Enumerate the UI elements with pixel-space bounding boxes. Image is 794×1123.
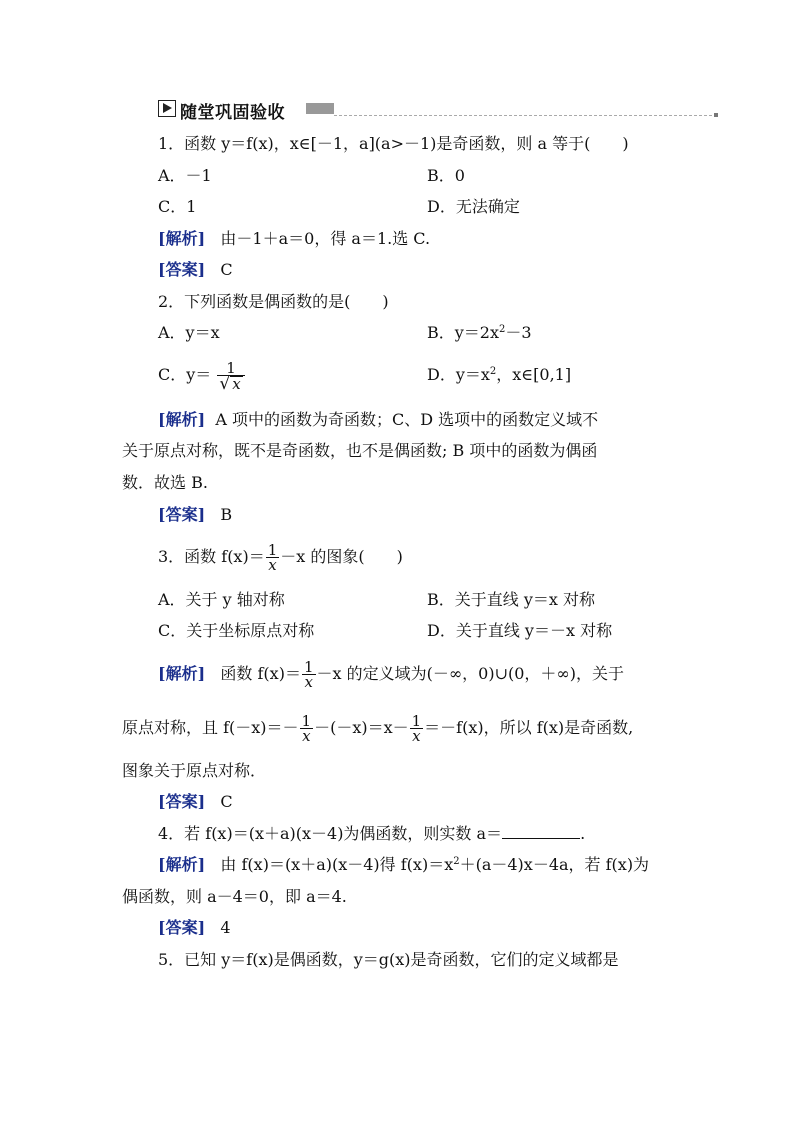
q2-analysis-line2: 关于原点对称，既不是奇函数，也不是偶函数; B 项中的函数为偶函: [122, 441, 598, 460]
q2-analysis-text1: A 项中的函数为奇函数；C、D 选项中的函数定义域不: [215, 410, 599, 429]
q3-analysis2-c: ＝－f(x)，所以 f(x)是奇函数,: [424, 718, 634, 737]
q3-analysis2-fraction1: [300, 714, 314, 743]
q2-option-d: [427, 364, 571, 386]
analysis-tag: [解析]: [158, 855, 206, 874]
fraction-denominator: x: [302, 727, 311, 745]
q2-option-c-fraction: [217, 358, 244, 394]
analysis-tag: [解析]: [158, 229, 206, 248]
q3-answer: [158, 791, 233, 813]
q3-answer-value: C: [220, 792, 233, 811]
q3-analysis-post: －x 的定义域为(－∞，0)∪(0，＋∞)，关于: [316, 664, 625, 683]
q2-option-d-exponent: 2: [489, 366, 497, 377]
fraction-numerator: 1: [267, 541, 278, 559]
q3-stem-fraction: [266, 543, 280, 572]
answer-tag: [答案]: [158, 505, 206, 524]
q3-analysis2-b: －(－x)＝x－: [314, 718, 409, 737]
q3-analysis-pre: 函数 f(x)＝: [220, 664, 301, 683]
play-icon: [158, 100, 176, 117]
q1-option-a: A．－1: [158, 166, 212, 185]
answer-tag: [答案]: [158, 918, 206, 937]
fraction-numerator: 1: [301, 712, 312, 730]
header-bar: [306, 103, 334, 114]
q3-analysis2-a: 原点对称，且 f(－x)＝－: [122, 718, 299, 737]
q4-stem: [158, 823, 585, 845]
fraction-numerator: 1: [303, 658, 314, 676]
q4-analysis-post: ＋(a－4)x－4a，若 f(x)为: [459, 855, 650, 874]
q3-option-a: A．关于 y 轴对称: [158, 590, 285, 609]
fraction-denominator: [217, 373, 244, 394]
q2-option-b-base: B．y＝2x: [427, 323, 500, 342]
header-divider: [334, 115, 712, 116]
q3-analysis-line1: [158, 652, 624, 696]
q4-answer-value: 4: [220, 918, 231, 937]
q1-answer-value: C: [220, 260, 233, 279]
header-dot: [714, 113, 718, 117]
q4-stem-end: .: [580, 824, 586, 843]
fraction-numerator: 1: [411, 712, 422, 730]
q3-analysis2-fraction2: [410, 714, 424, 743]
analysis-tag: [解析]: [158, 410, 206, 429]
q2-option-a: A．y＝x: [158, 323, 220, 342]
q2-option-b: [427, 322, 532, 344]
q4-analysis-line1: [158, 854, 649, 876]
q1-analysis: [158, 228, 430, 250]
q1-option-c: C．1: [158, 197, 197, 216]
q1-answer: [158, 259, 233, 281]
answer-blank: [502, 824, 580, 839]
fraction-numerator: 1: [217, 361, 244, 376]
section-header: [158, 97, 718, 121]
q2-option-b-tail: －3: [505, 323, 532, 342]
q2-option-d-tail: ，x∈[0,1]: [496, 365, 572, 384]
q2-option-d-base: D．y＝x: [427, 365, 490, 384]
q4-analysis-exponent: 2: [453, 856, 460, 867]
answer-tag: [答案]: [158, 792, 206, 811]
q2-answer: [158, 504, 232, 526]
q4-answer: [158, 917, 231, 939]
fraction-denominator: x: [304, 673, 313, 691]
q3-option-d: D．关于直线 y＝－x 对称: [427, 621, 613, 640]
q2-stem: 2．下列函数是偶函数的是( ): [158, 292, 389, 311]
q1-analysis-text: 由－1＋a＝0，得 a＝1.选 C.: [220, 229, 431, 248]
answer-tag: [答案]: [158, 260, 206, 279]
sqrt-icon: √: [219, 373, 231, 394]
q2-analysis-line3: 数．故选 B.: [122, 473, 208, 492]
section-title: 随堂巩固验收: [180, 103, 285, 123]
q3-analysis-line3: 图象关于原点对称．: [122, 761, 267, 780]
q1-option-b: B．0: [427, 166, 465, 185]
q2-option-c: [158, 352, 246, 398]
q3-stem-pre: 3．函数 f(x)＝: [158, 547, 265, 566]
q3-analysis-line2: [122, 706, 633, 750]
q1-option-d: D．无法确定: [427, 197, 520, 216]
q5-stem: 5．已知 y＝f(x)是偶函数，y＝g(x)是奇函数，它们的定义域都是: [158, 950, 619, 969]
q2-analysis-line1: [158, 409, 598, 431]
q4-stem-text: 4．若 f(x)＝(x＋a)(x－4)为偶函数，则实数 a＝: [158, 824, 503, 843]
q3-stem-post: －x 的图象( ): [280, 547, 403, 566]
q2-option-c-base: C．y＝: [158, 365, 212, 384]
q2-answer-value: B: [220, 505, 233, 524]
q1-stem: 1．函数 y＝f(x)，x∈[－1，a](a>－1)是奇函数，则 a 等于( ): [158, 134, 629, 153]
radicand: x: [232, 374, 241, 393]
q3-option-b: B．关于直线 y＝x 对称: [427, 590, 595, 609]
fraction-denominator: x: [412, 727, 421, 745]
q2-option-b-exponent: 2: [499, 324, 506, 335]
q4-analysis-line2: 偶函数，则 a－4＝0，即 a＝4.: [122, 887, 347, 906]
analysis-tag: [解析]: [158, 664, 206, 683]
q3-stem: [158, 535, 403, 579]
q3-analysis-fraction: [302, 660, 316, 689]
q4-analysis-pre: 由 f(x)＝(x＋a)(x－4)得 f(x)＝x: [220, 855, 454, 874]
q3-option-c: C．关于坐标原点对称: [158, 621, 315, 640]
fraction-denominator: x: [268, 556, 277, 574]
